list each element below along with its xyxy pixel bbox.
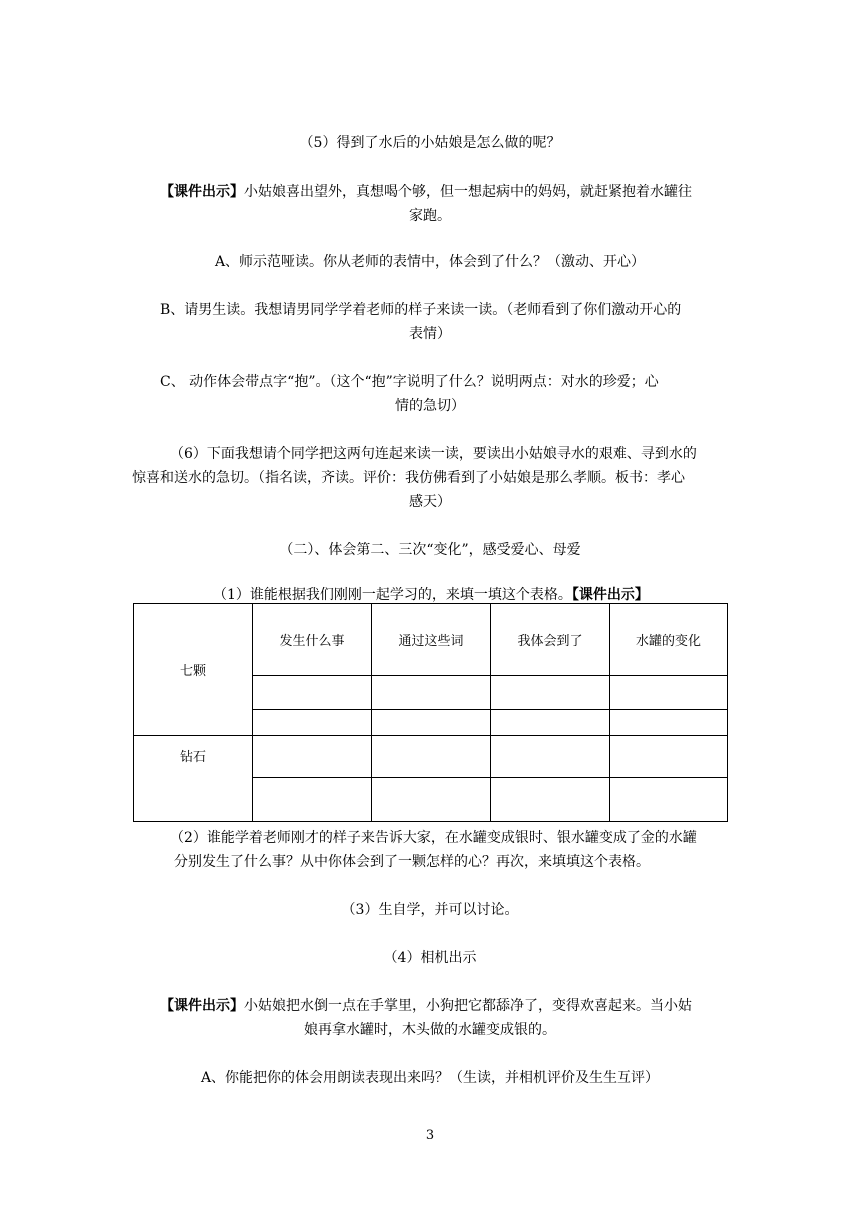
- item-a-2: A、你能把你的体会用朗读表现出来吗？（生读，并相机评价及生生互评）: [200, 1070, 660, 1086]
- table-cell[interactable]: [610, 710, 728, 736]
- page-number: 3: [425, 1128, 435, 1143]
- courseware-2-line-1: 小姑娘把水倒一点在手掌里，小狗把它都舔净了，变得欢喜起来。当小姑: [244, 998, 692, 1014]
- courseware-1-line-1: 小姑娘喜出望外，真想喝个够，但一想起病中的妈妈，就赶紧抱着水罐往: [244, 184, 692, 200]
- question-6-line-3: 感天）: [409, 494, 451, 510]
- fill-in-table: [133, 603, 728, 822]
- courseware-paragraph-2: [160, 994, 740, 1018]
- table-cell[interactable]: [253, 736, 372, 778]
- header-happened: 发生什么事: [279, 634, 345, 649]
- row-label-cell-1: [134, 604, 253, 736]
- table-cell[interactable]: [372, 778, 491, 822]
- table-cell[interactable]: [491, 778, 610, 822]
- item-c-1-line-1: C、 动作体会带点字“抱”。（这个“抱”字说明了什么？说明两点：对水的珍爱；心: [160, 374, 659, 390]
- header-cell: [372, 604, 491, 676]
- courseware-1-line-2: 家跑。: [409, 208, 451, 224]
- question-5: （5）得到了水后的小姑娘是怎么做的呢？: [299, 135, 561, 151]
- header-feeling: 我体会到了: [517, 634, 583, 649]
- row-label-1: 七颗: [179, 664, 206, 679]
- table-cell[interactable]: [491, 710, 610, 736]
- courseware-tag: 【课件出示】: [160, 184, 244, 200]
- header-words: 通过这些词: [398, 634, 464, 649]
- table-cell[interactable]: [253, 710, 372, 736]
- table-cell[interactable]: [491, 676, 610, 710]
- item-b-1-line-2: 表情）: [409, 326, 451, 342]
- row-label-2: 钻石: [179, 750, 206, 765]
- table-cell[interactable]: [610, 778, 728, 822]
- header-cell: [491, 604, 610, 676]
- question-3: （3）生自学，并可以讨论。: [341, 902, 519, 918]
- table-cell[interactable]: [253, 778, 372, 822]
- table-cell[interactable]: [610, 736, 728, 778]
- courseware-tag: 【课件出示】: [571, 587, 649, 603]
- courseware-paragraph-1: [160, 180, 740, 204]
- question-2-line-2: 分别发生了什么事？从中你体会到了一颗怎样的心？再次，来填填这个表格。: [174, 854, 650, 870]
- table-cell[interactable]: [372, 710, 491, 736]
- table-cell[interactable]: [253, 676, 372, 710]
- table-cell[interactable]: [372, 676, 491, 710]
- item-c-1-line-2: 情的急切）: [395, 398, 465, 414]
- row-label-cell-2: [134, 736, 253, 822]
- question-6-line-2: 惊喜和送水的急切。（指名读，齐读。评价：我仿佛看到了小姑娘是那么孝顺。板书：孝心: [132, 470, 685, 486]
- question-6-line-1: （6）下面我想请个同学把这两句连起来读一读，要读出小姑娘寻水的艰难、寻到水的: [170, 446, 697, 462]
- question-1-text: （1）谁能根据我们刚刚一起学习的，来填一填这个表格。: [213, 587, 572, 603]
- question-2-line-1: （2）谁能学着老师刚才的样子来告诉大家，在水罐变成银时、银水罐变成了金的水罐: [170, 830, 697, 846]
- section-heading-2: （二）、体会第二、三次“变化”，感受爱心、母爱: [279, 542, 581, 558]
- header-cell: [253, 604, 372, 676]
- item-b-1-line-1: B、请男生读。我想请男同学学着老师的样子来读一读。（老师看到了你们激动开心的: [160, 302, 682, 318]
- header-change: 水罐的变化: [635, 634, 701, 649]
- table-cell[interactable]: [491, 736, 610, 778]
- courseware-tag: 【课件出示】: [160, 998, 244, 1014]
- header-cell: [610, 604, 728, 676]
- question-4: （4）相机出示: [383, 950, 477, 966]
- table-cell[interactable]: [372, 736, 491, 778]
- table-cell[interactable]: [610, 676, 728, 710]
- item-a-1: A、师示范哑读。你从老师的表情中，体会到了什么？（激动、开心）: [214, 254, 646, 270]
- courseware-2-line-2: 娘再拿水罐时，木头做的水罐变成银的。: [304, 1022, 556, 1038]
